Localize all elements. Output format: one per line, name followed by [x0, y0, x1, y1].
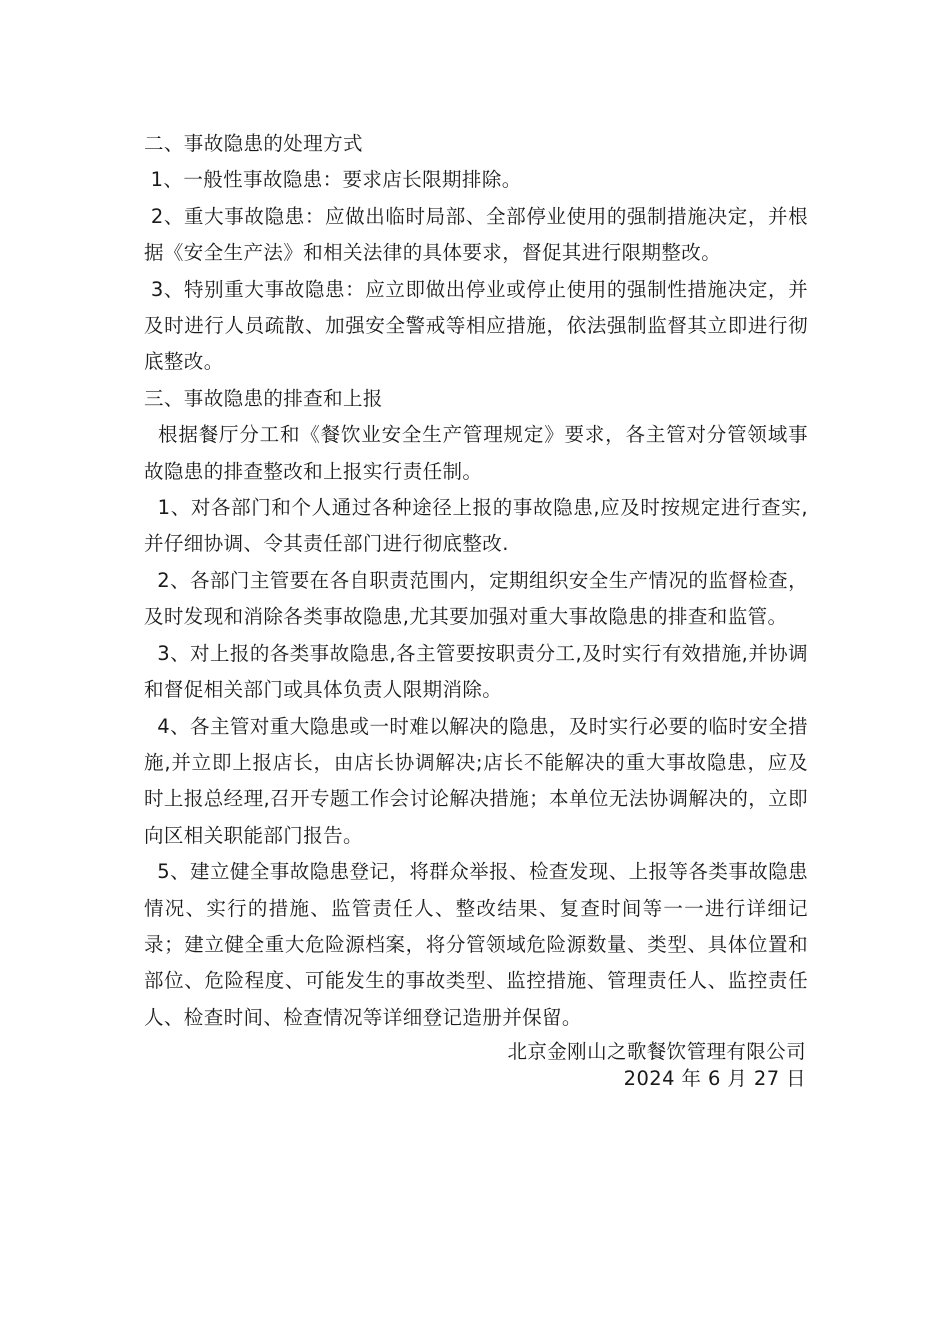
- section-2-heading: 二、事故隐患的处理方式: [144, 132, 363, 155]
- section-2-item-2: 2、重大事故隐患：应做出临时局部、全部停业使用的强制措施决定，并根据《安全生产法》和相关法律的具体要求，督促其进行限期整改。: [144, 204, 808, 265]
- section-2-item-1: 1、一般性事故隐患：要求店长限期排除。: [144, 168, 522, 192]
- section-3-intro: 根据餐厅分工和《餐饮业安全生产管理规定》要求，各主管对分管领域事故隐患的排查整改和上报实行责任制。: [144, 423, 808, 483]
- section-3-item-2: 2、各部门主管要在各自职责范围内，定期组织安全生产情况的监督检查，及时发现和消除各类事故隐患,尤其要加强对重大事故隐患的排查和监管。: [144, 568, 809, 629]
- document-page: [144, 126, 808, 1092]
- section-3-item-3: 3、对上报的各类事故隐患,各主管要按职责分工,及时实行有效措施,并协调和督促相关部门或具体负责人限期消除。: [144, 641, 808, 702]
- section-3-item-5: 5、建立健全事故隐患登记，将群众举报、检查发现、上报等各类事故隐患情况、实行的措施、监管责任人、整改结果、复查时间等一一进行详细记录；建立健全重大危险源档案，将分管领域危险源数量、类型、具体位置和部位、危险程度、可能发生的事故类型、监控措施、管理责任人、监控责任人、检查时间、检查情况等详细登记造册并保留。: [144, 860, 809, 1029]
- section-2-item-3: 3、特别重大事故隐患：应立即做出停业或停止使用的强制性措施决定，并及时进行人员疏散、加强安全警戒等相应措施，依法强制监督其立即进行彻底整改。: [144, 277, 808, 374]
- section-3-item-1: 1、对各部门和个人通过各种途径上报的事故隐患,应及时按规定进行查实,并仔细协调、令其责任部门进行彻底整改.: [144, 496, 808, 556]
- section-3-heading: 三、事故隐患的排查和上报: [144, 386, 383, 410]
- signature-block: [144, 1038, 808, 1092]
- signature-date: 2024 年 6 月 27 日: [623, 1067, 806, 1091]
- signature-company: 北京金刚山之歌餐饮管理有限公司: [507, 1040, 806, 1064]
- section-3-item-4: 4、各主管对重大隐患或一时难以解决的隐患，及时实行必要的临时安全措施,并立即上报店长，由店长协调解决;店长不能解决的重大事故隐患，应及时上报总经理,召开专题工作会讨论解决措施；本单位无法协调解决的，立即向区相关职能部门报告。: [144, 714, 809, 847]
